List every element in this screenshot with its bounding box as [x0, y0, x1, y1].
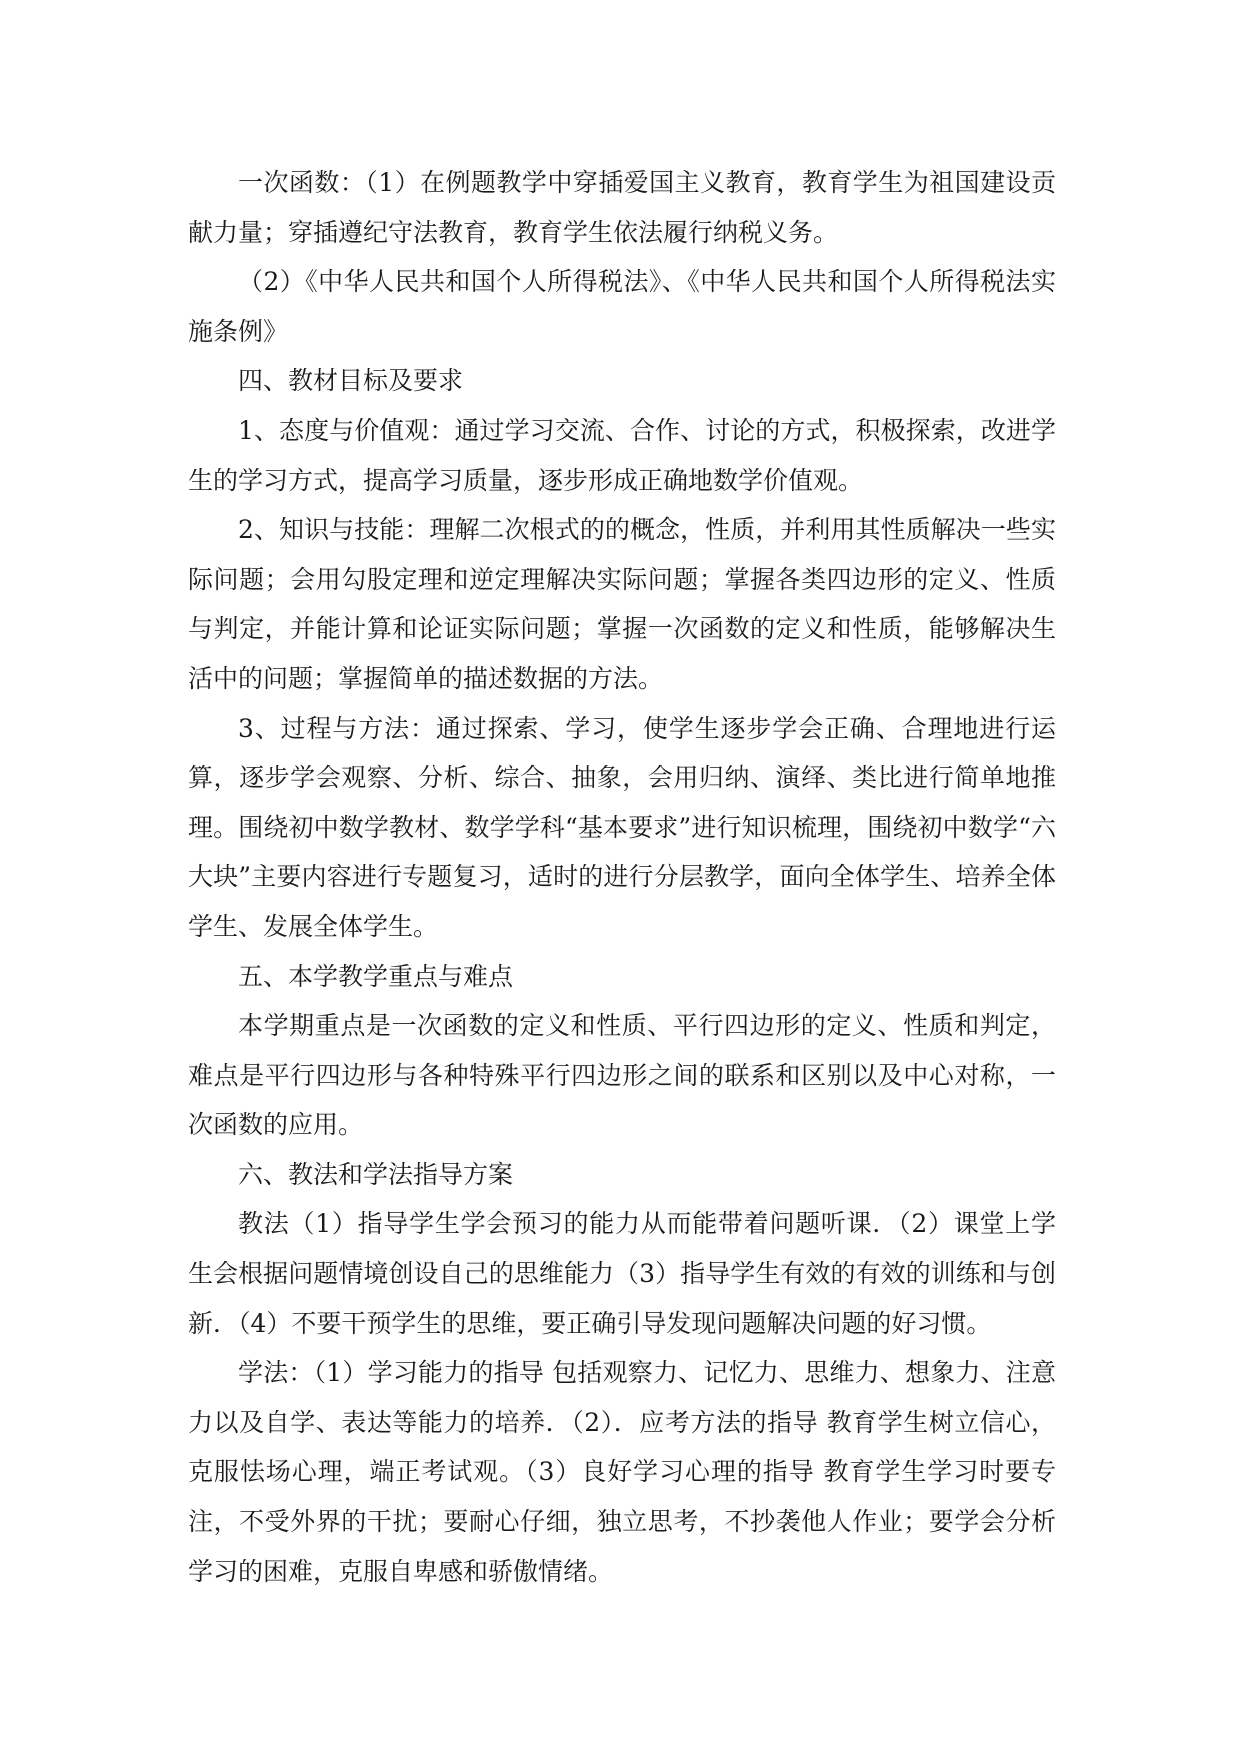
section-heading-teaching-methods: 六、教法和学法指导方案	[238, 1159, 514, 1189]
paragraph-knowledge-skills: 2、知识与技能：理解二次根式的的概念，性质，并利用其性质解决一些实际问题；会用勾股定理和逆定理解决实际问题；掌握各类四边形的定义、性质与判定，并能计算和论证实际问题；掌握一次函数的定义和性质，能够解决生活中的问题；掌握简单的描述数据的方法。	[188, 515, 1056, 693]
paragraph-key-points: 本学期重点是一次函数的定义和性质、平行四边形的定义、性质和判定，难点是平行四边形与各种特殊平行四边形之间的联系和区别以及中心对称，一次函数的应用。	[188, 1011, 1056, 1140]
paragraph-teaching-method: 教法（1）指导学生学会预习的能力从而能带着问题听课．（2）课堂上学生会根据问题情境创设自己的思维能力（3）指导学生有效的有效的训练和与创新．（4）不要干预学生的思维，要正确引导发现问题解决问题的好习惯。	[188, 1209, 1056, 1338]
document-body	[188, 158, 1056, 1596]
paragraph-attitude-values: 1、态度与价值观：通过学习交流、合作、讨论的方式，积极探索，改进学生的学习方式，提高学习质量，逐步形成正确地数学价值观。	[188, 415, 1056, 495]
paragraph-tax-law-reference: （2）《中华人民共和国个人所得税法》、《中华人民共和国个人所得税法实施条例》	[188, 267, 1056, 346]
section-heading-goals: 四、教材目标及要求	[238, 366, 464, 396]
paragraph-process-methods: 3、过程与方法：通过探索、学习，使学生逐步学会正确、合理地进行运算，逐步学会观察、分析、综合、抽象，会用归纳、演绎、类比进行简单地推理。围绕初中数学教材、数学学科“基本要求”进行知识梳理，围绕初中数学“六大块”主要内容进行专题复习，适时的进行分层教学，面向全体学生、培养全体学生、发展全体学生。	[188, 713, 1056, 941]
section-heading-key-points: 五、本学教学重点与难点	[238, 961, 514, 991]
paragraph-learning-method: 学法：（1）学习能力的指导 包括观察力、记忆力、思维力、想象力、注意力以及自学、表达等能力的培养．（2）．应考方法的指导 教育学生树立信心，克服怯场心理，端正考试观。（3）良好学习心理的指导 教育学生学习时要专注，不受外界的干扰；要耐心仔细，独立思考，不抄袭他人作业；要学会分析学习的困难，克服自卑感和骄傲情绪。	[188, 1358, 1056, 1586]
paragraph-linear-function-education: 一次函数：（1）在例题教学中穿插爱国主义教育，教育学生为祖国建设贡献力量；穿插遵纪守法教育，教育学生依法履行纳税义务。	[188, 168, 1056, 247]
